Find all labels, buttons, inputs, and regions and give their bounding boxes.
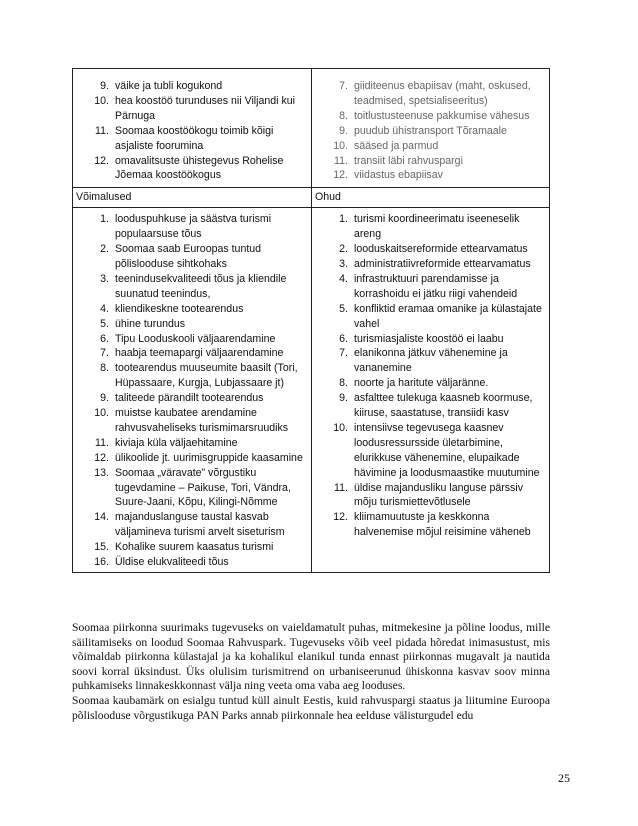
item-number: 4. bbox=[100, 302, 109, 315]
item-text: noorte ja haritute väljaränne. bbox=[354, 377, 489, 390]
list-item bbox=[312, 332, 549, 347]
item-text: asfalttee tulekuga kaasneb koormuse, kiiruse, saastatuse, transiidi kasv bbox=[354, 392, 533, 420]
item-number: 10. bbox=[94, 407, 109, 420]
item-text: Soomaa „väravate” võrgustiku tugevdamine – Paikuse, Tori, Vändra, Suure-Jaani, Kõpu, Kilingi-Nõmme bbox=[115, 466, 291, 509]
item-number: 3. bbox=[100, 272, 109, 285]
list-item bbox=[73, 510, 311, 540]
item-text: Soomaa saab Euroopas tuntud põlislooduse sihtkohaks bbox=[115, 243, 262, 270]
list-item bbox=[312, 168, 549, 183]
item-text: administratiivreformide ettearvamatus bbox=[354, 257, 531, 270]
body-text bbox=[72, 621, 550, 723]
item-number: 15. bbox=[94, 541, 109, 554]
item-text: toitlustusteenuse pakkumise vähesus bbox=[354, 109, 530, 122]
item-number: 2. bbox=[339, 243, 348, 256]
list-item bbox=[312, 109, 549, 124]
item-number: 11. bbox=[334, 481, 348, 494]
item-text: kliimamuutuste ja keskkonna halvenemise mõjul reisimine väheneb bbox=[354, 511, 531, 539]
list-item bbox=[312, 154, 549, 169]
weaknesses-list bbox=[312, 79, 549, 183]
item-number: 12. bbox=[333, 169, 348, 182]
item-text: Kohalike suurem kaasatus turismi bbox=[115, 541, 274, 554]
item-number: 6. bbox=[339, 332, 348, 345]
weaknesses-cell bbox=[312, 69, 550, 188]
item-text: infrastruktuuri parendamisse ja korrashoidu ei jätku riigi vahendeid bbox=[354, 272, 518, 300]
item-number: 5. bbox=[100, 317, 109, 330]
item-number: 8. bbox=[100, 362, 109, 375]
list-item bbox=[312, 302, 549, 332]
item-number: 7. bbox=[100, 347, 109, 360]
item-number: 9. bbox=[100, 80, 109, 92]
paragraph: Soomaa piirkonna suurimaks tugevuseks on vaieldamatult puhas, mitmekesine ja põline loodus, mille säilitamiseks on loodud Soomaa Rahvuspark. Tugevuseks võib veel pidada hõredat inimasustust, mis võimaldab piirkonna külastajal ja ka kohalikul elanikul tunda ennast piirkonnas mugavalt ja nautida soovi korral üksindust. Üks olulisim turismitrend on urbaniseerunud ühiskonna kasvav soov minna puhkamiseks linnakeskkonnast välja ning veeta oma vaba aeg looduses. bbox=[72, 621, 550, 693]
list-item bbox=[73, 317, 311, 332]
strengths-weaknesses-row bbox=[73, 69, 550, 188]
opportunities-list bbox=[73, 212, 311, 570]
opportunities-cell bbox=[73, 208, 312, 573]
item-number: 12. bbox=[333, 511, 348, 524]
list-item bbox=[312, 139, 549, 154]
list-item bbox=[312, 272, 549, 302]
item-text: intensiivse tegevusega kaasnev loodusressursside ületarbimine, elurikkuse vähenemine, elupaikade hävimine ja loodusmaastike muutumine bbox=[354, 421, 540, 479]
item-text: taliteede pärandilt tootearendus bbox=[115, 392, 264, 405]
item-number: 4. bbox=[339, 272, 348, 285]
item-text: viidastus ebapiisav bbox=[354, 169, 443, 182]
item-number: 9. bbox=[100, 392, 109, 405]
item-number: 6. bbox=[100, 332, 109, 345]
item-text: turismiasjaliste koostöö ei laabu bbox=[354, 332, 504, 345]
item-text: üldise majandusliku languse pärssiv mõju turismiettevõtlusele bbox=[354, 481, 524, 509]
item-number: 8. bbox=[339, 377, 348, 390]
item-number: 11. bbox=[95, 124, 109, 137]
strengths-list bbox=[73, 79, 311, 183]
item-number: 10. bbox=[333, 139, 348, 152]
list-item bbox=[73, 466, 311, 511]
item-number: 1. bbox=[339, 213, 348, 226]
item-number: 7. bbox=[339, 80, 348, 92]
threats-cell bbox=[312, 208, 550, 573]
item-number: 12. bbox=[94, 451, 109, 464]
item-text: transiit läbi rahvuspargi bbox=[354, 154, 463, 167]
list-item bbox=[312, 346, 549, 376]
list-item bbox=[73, 555, 311, 570]
list-item bbox=[312, 257, 549, 272]
item-text: elanikonna jätkuv vähenemine ja vananemine bbox=[354, 347, 508, 375]
opportunities-header: Võimalused bbox=[73, 188, 312, 208]
list-item bbox=[312, 242, 549, 257]
item-number: 11. bbox=[334, 154, 348, 167]
strengths-cell bbox=[73, 69, 312, 188]
item-number: 12. bbox=[94, 154, 109, 167]
item-text: sääsed ja parmud bbox=[354, 139, 439, 152]
item-number: 8. bbox=[339, 109, 348, 122]
item-text: Tipu Looduskooli väljaarendamine bbox=[115, 332, 276, 345]
list-item bbox=[312, 79, 549, 109]
threats-header: Ohud bbox=[312, 188, 550, 208]
item-number: 16. bbox=[94, 556, 109, 569]
list-item bbox=[312, 421, 549, 481]
item-number: 10. bbox=[333, 421, 348, 434]
list-item bbox=[312, 510, 549, 540]
opportunities-threats-row bbox=[73, 208, 550, 573]
item-text: turismi koordineerimatu iseeneselik areng bbox=[354, 213, 520, 241]
list-item bbox=[312, 391, 549, 421]
list-item bbox=[73, 242, 311, 272]
item-number: 14. bbox=[94, 511, 109, 524]
item-number: 1. bbox=[100, 213, 109, 226]
list-item bbox=[312, 212, 549, 242]
item-number: 9. bbox=[339, 124, 348, 137]
item-number: 10. bbox=[94, 94, 109, 107]
list-item bbox=[312, 124, 549, 139]
item-text: ülikoolide jt. uurimisgruppide kaasamine bbox=[115, 451, 303, 464]
item-text: Üldise elukvaliteedi tõus bbox=[115, 556, 229, 569]
list-item bbox=[73, 451, 311, 466]
list-item bbox=[73, 406, 311, 436]
item-number: 11. bbox=[95, 436, 109, 449]
list-item bbox=[73, 302, 311, 317]
list-item bbox=[312, 481, 549, 511]
paragraph: Soomaa kaubamärk on esialgu tuntud küll ainult Eestis, kuid rahvuspargi staatus ja liitumine Euroopa põlislooduse võrgustikuga PAN Parks annab piirkonnale hea eelduse välisturgudel edu bbox=[72, 693, 550, 722]
item-text: omavalitsuste ühistegevus Rohelise Jõemaa koostöökogus bbox=[115, 154, 284, 182]
item-text: giiditeenus ebapiisav (maht, oskused, teadmised, spetsialiseeritus) bbox=[354, 80, 531, 107]
list-item bbox=[73, 212, 311, 242]
item-text: looduspuhkuse ja säästva turismi populaarsuse tõus bbox=[115, 213, 272, 241]
item-number: 3. bbox=[339, 257, 348, 270]
item-text: hea koostöö turunduses nii Viljandi kui Pärnuga bbox=[115, 94, 296, 122]
list-item bbox=[73, 79, 311, 94]
list-item bbox=[73, 332, 311, 347]
item-text: tootearendus muuseumite baasilt (Tori, Hüpassaare, Kurgja, Lubjassaare jt) bbox=[115, 362, 298, 390]
item-text: muistse kaubatee arendamine rahvusvaheliseks turismimarsruudiks bbox=[115, 407, 289, 434]
item-text: konfliktid eramaa omanike ja külastajate vahel bbox=[354, 302, 542, 330]
item-text: väike ja tubli kogukond bbox=[115, 80, 223, 92]
header-row bbox=[73, 188, 550, 208]
list-item bbox=[73, 154, 311, 184]
item-number: 9. bbox=[339, 392, 348, 405]
item-number: 2. bbox=[100, 243, 109, 256]
item-number: 13. bbox=[94, 466, 109, 479]
threats-list bbox=[312, 212, 549, 540]
page-number: 25 bbox=[558, 771, 570, 785]
item-text: haabja teemapargi väljaarendamine bbox=[115, 347, 284, 360]
item-text: puudub ühistransport Tõramaale bbox=[354, 124, 507, 137]
item-text: looduskaitsereformide ettearvamatus bbox=[354, 243, 528, 256]
list-item bbox=[73, 540, 311, 555]
list-item bbox=[73, 272, 311, 302]
list-item bbox=[73, 361, 311, 391]
item-text: kliendikeskne tootearendus bbox=[115, 302, 244, 315]
list-item bbox=[73, 94, 311, 124]
item-text: ühine turundus bbox=[115, 317, 186, 330]
list-item bbox=[73, 124, 311, 154]
item-number: 5. bbox=[339, 302, 348, 315]
item-text: Soomaa koostöökogu toimib kõigi asjaliste foorumina bbox=[115, 124, 274, 152]
list-item bbox=[73, 436, 311, 451]
item-text: teenindusekvaliteedi tõus ja kliendile suunatud teenindus, bbox=[115, 272, 287, 300]
swot-table bbox=[72, 68, 550, 573]
list-item bbox=[73, 346, 311, 361]
item-text: majanduslanguse taustal kasvab väljamineva turismi arvelt siseturism bbox=[115, 511, 285, 539]
list-item bbox=[73, 391, 311, 406]
item-text: kiviaja küla väljaehitamine bbox=[115, 436, 238, 449]
item-number: 7. bbox=[339, 347, 348, 360]
list-item bbox=[312, 376, 549, 391]
